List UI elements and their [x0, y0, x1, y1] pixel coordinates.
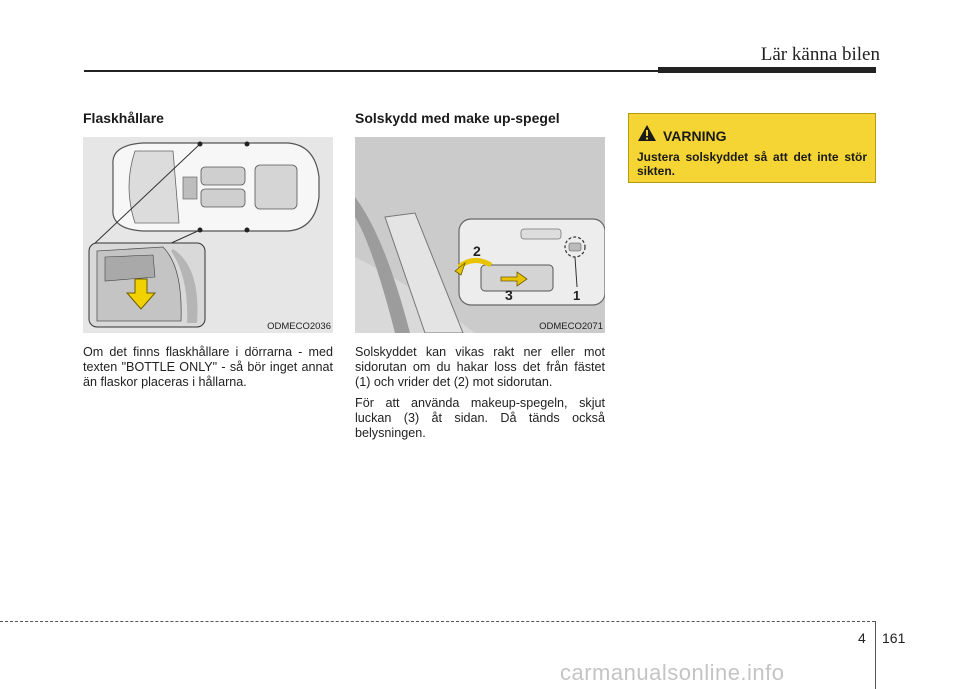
- header-rule: [84, 70, 664, 72]
- warning-box: [628, 113, 876, 183]
- warning-triangle-icon: [637, 124, 657, 147]
- sunvisor-text-2: För att använda makeup-spegeln, skjut luckan (3) åt sidan. Då tänds också belysningen.: [355, 396, 605, 440]
- figure-code: ODMECO2071: [539, 321, 603, 332]
- sunvisor-text-1: Solskyddet kan vikas rakt ner eller mot sidorutan om du hakar loss det från fästet (1) och vrider det (2) mot sidorutan.: [355, 345, 605, 389]
- callout-1: 1: [573, 288, 581, 303]
- bottle-holder-figure: [83, 137, 333, 333]
- footer-rule: [0, 621, 875, 622]
- warning-text: Justera solskyddet så att det inte stör sikten.: [637, 150, 867, 178]
- page-header-title: Lär känna bilen: [760, 44, 880, 65]
- sunvisor-illustration: [355, 137, 605, 333]
- watermark: carmanualsonline.info: [560, 660, 785, 685]
- bottle-holder-text: Om det finns flaskhållare i dörrarna - med texten "BOTTLE ONLY" - så bör inget annat än flaskor placeras i hållarna.: [83, 345, 333, 389]
- chapter-number: 4: [858, 630, 866, 646]
- footer-divider: [875, 621, 876, 689]
- section-warning: [628, 113, 878, 183]
- callout-3: 3: [505, 287, 513, 303]
- section-bottle-holder: [83, 110, 333, 390]
- warning-title: VARNING: [663, 127, 727, 144]
- section-heading: Solskydd med make up-spegel: [355, 110, 560, 126]
- figure-code: ODMECO2036: [267, 321, 331, 332]
- page-number: 161: [882, 630, 906, 646]
- callout-2: 2: [473, 243, 481, 259]
- sunvisor-figure: [355, 137, 605, 333]
- header-rule-accent: [658, 67, 876, 73]
- section-heading: Flaskhållare: [83, 110, 164, 126]
- car-top-view-illustration: [83, 137, 333, 333]
- section-sunvisor: [355, 110, 605, 441]
